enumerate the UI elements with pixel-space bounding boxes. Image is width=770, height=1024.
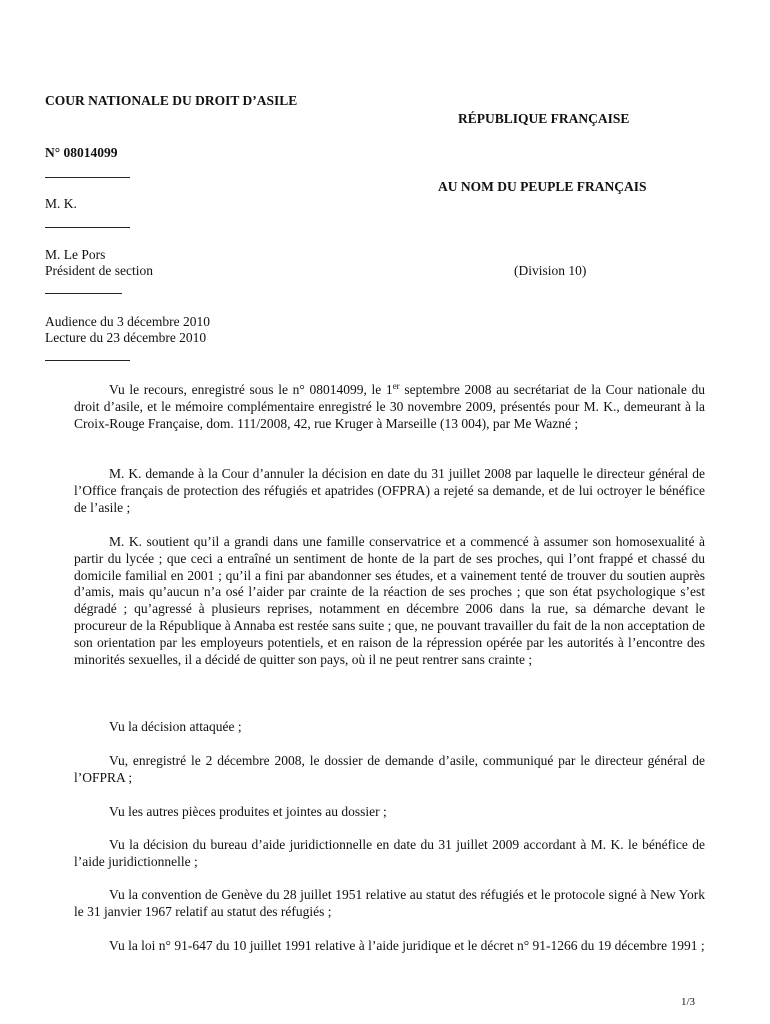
separator-rule xyxy=(45,227,130,228)
republic-heading: RÉPUBLIQUE FRANÇAISE xyxy=(458,111,630,126)
recital-paragraph-dossier: Vu, enregistré le 2 décembre 2008, le dossier de demande d’asile, communiqué par le directeur général de l’OFPRA ; xyxy=(74,753,705,785)
hearing-date: Audience du 3 décembre 2010 xyxy=(45,314,210,329)
recital-text: septembre 2008 au secrétariat de la Cour nationale du droit d’asile, et le mémoire complémentaire enregistré le 30 novembre 2009, présentés pour M. K., demeurant à la Croix-Rouge Française, dom. 111/2008, 42, rue Kruger à Marseille (13 004), par Me Wazné ; xyxy=(74,382,705,431)
recital-paragraph-demande: M. K. demande à la Cour d’annuler la décision en date du 31 juillet 2008 par laquelle le directeur général de l’Office français de protection des réfugiés et apatrides (OFPRA) a rejeté sa demande, et de lui octroyer le bénéfice de l’asile ; xyxy=(74,466,705,515)
recital-paragraph-recours xyxy=(74,382,705,432)
court-name: COUR NATIONALE DU DROIT D’ASILE xyxy=(45,93,298,108)
recital-paragraph-soutient: M. K. soutient qu’il a grandi dans une famille conservatrice et a commencé à assumer son homosexualité à partir du lycée ; que ceci a entraîné un sentiment de honte de la part de ses proches, qui l’ont frappé et chassé du domicile familial en 2001 ; qu’il a fini par abandonner ses études, et a vainement tenté de trouver du soutien auprès d’amis, mais qu’aucun n’a osé l’aider par crainte de la réaction de ses proches ; que son état psychologique s’est dégradé ; qu’agressé à plusieurs reprises, notamment en décembre 2006 dans la rue, sa démarche devant le procureur de la République à Annaba est restée sans suite ; que, ne pouvant travailler du fait de la non acceptation de son orientation par les employeurs potentiels, et en raison de la répression opérée par les autorités à l’encontre des minorités sexuelles, il a décidé de quitter son pays, où il ne peut rentrer sans crainte ; xyxy=(74,534,705,667)
recital-paragraph-pieces: Vu les autres pièces produites et jointes au dossier ; xyxy=(109,804,387,819)
separator-rule xyxy=(45,360,130,361)
separator-rule xyxy=(45,177,130,178)
recital-text: Vu le recours, enregistré sous le n° 08014099, le 1 xyxy=(109,382,393,397)
recital-paragraph-loi: Vu la loi n° 91-647 du 10 juillet 1991 relative à l’aide juridique et le décret n° 91-1266 du 19 décembre 1991 ; xyxy=(109,938,705,953)
in-name-of-heading: AU NOM DU PEUPLE FRANÇAIS xyxy=(438,179,647,194)
division-label: (Division 10) xyxy=(514,263,587,278)
page-number: 1/3 xyxy=(681,996,696,1008)
recital-paragraph-decision: Vu la décision attaquée ; xyxy=(109,719,242,734)
case-number: N° 08014099 xyxy=(45,145,118,160)
judge-title: Président de section xyxy=(45,263,153,278)
party-name: M. K. xyxy=(45,196,77,211)
separator-rule xyxy=(45,293,122,294)
reading-date: Lecture du 23 décembre 2010 xyxy=(45,330,207,345)
ordinal-superscript: er xyxy=(392,381,400,391)
recital-paragraph-convention: Vu la convention de Genève du 28 juillet 1951 relative au statut des réfugiés et le protocole signé à New York le 31 janvier 1967 relatif au statut des réfugiés ; xyxy=(74,887,705,919)
recital-paragraph-aide: Vu la décision du bureau d’aide juridictionnelle en date du 31 juillet 2009 accordant à M. K. le bénéfice de l’aide juridictionnelle ; xyxy=(74,837,705,869)
judge-name: M. Le Pors xyxy=(45,247,106,262)
